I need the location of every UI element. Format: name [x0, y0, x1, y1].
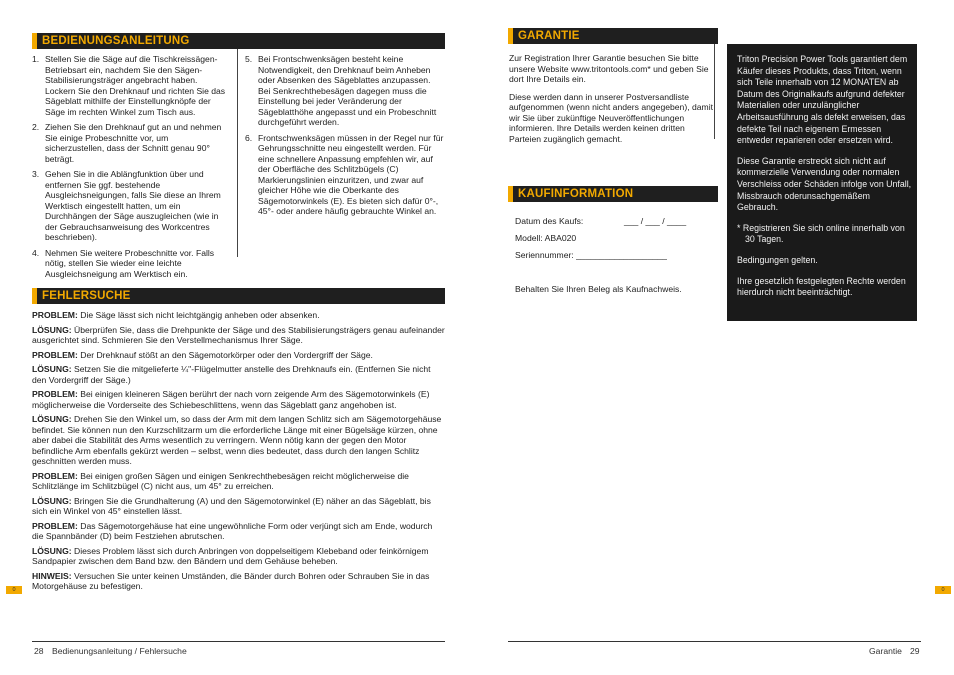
entry-text: Drehen Sie den Winkel um, so dass der Arm mit dem langen Schlitz sich am Sägemotorgehäuse befindet. Sie können nun den Kurzschlitzarm um die erforderliche Länge mit einer Bügelsäge kürzen, ohne aber dabei die Stabilität des Arms wesentlich zu verringern. Wenn nötig kann der gegen den Motor befindliche Arm ebenfalls gekürzt werden – selbst, wenn dies bedeutet, dass durch den langen Schlitz geschnitten werden muss.: [32, 414, 442, 466]
field-seriennummer: [515, 250, 715, 267]
troubleshooting-entry: [32, 496, 445, 517]
entry-label: LÖSUNG:: [32, 414, 72, 424]
troubleshooting-list: [32, 310, 445, 596]
step-text: Frontschwenksägen müssen in der Regel nur für Gehrungsschnitte neu eingestellt werden. Für eine schnellere Anpassung empfehlen wir, auf der Oberfläche des Schlitzbügels (C) Markierungslinien einzuritzen, und zwar auf gleicher Höhe wie die Oberkante des Sägemotorwinkels (E). Es bieten sich dafür 0°-, 45°- oder andere häufig gebrauchte Winkel an.: [258, 132, 444, 216]
entry-label: LÖSUNG:: [32, 545, 72, 556]
step-number: 5.: [245, 54, 253, 64]
garantie-paragraph: Zur Registration Ihrer Garantie besuchen Sie bitte unsere Website www.tritontools.com* und geben Sie dort Ihre Details ein.: [509, 53, 709, 84]
entry-label: HINWEIS:: [32, 570, 72, 581]
warranty-box: [727, 44, 917, 321]
kauf-note: Behalten Sie Ihren Beleg als Kaufnachweis.: [515, 284, 682, 294]
entry-label: LÖSUNG:: [32, 364, 72, 374]
entry-text: Setzen Sie die mitgelieferte ¼"-Flügelmutter anstelle des Drehknaufs ein. (Entfernen Sie nicht den Vordergriff der Säge.): [32, 364, 431, 385]
garantie-paragraph: Diese werden dann in unserer Postversandliste aufgenommen (wenn nicht anders angegeben), damit wir Sie über zukünftige Neuveröffentlichungen informieren. Ihre Details werden keinen dritten Parteien zugänglich gemacht.: [509, 91, 713, 144]
section-header-bedienungsanleitung: [32, 33, 445, 49]
entry-label: PROBLEM:: [32, 310, 78, 320]
troubleshooting-entry: [32, 364, 445, 385]
warranty-paragraph: Triton Precision Power Tools garantiert dem Käufer dieses Produkts, dass Triton, wenn sich Teile innerhalb von 12 MONATEN ab Datum des Originalkaufs aufgrund defekter Materialien oder unzulänglicher Arbeitsausführung als defekt erweisen, das defekte Teil nach eigenem Ermessen entweder reparieren oder ersetzen wird.: [737, 54, 908, 146]
page-number-left: 28: [34, 646, 44, 656]
field-datum: [515, 216, 715, 233]
step-number: 3.: [32, 169, 40, 179]
instruction-step: [32, 54, 227, 117]
entry-label: LÖSUNG:: [32, 324, 72, 335]
steps-column-2: [245, 54, 445, 222]
entry-text: Bei einigen großen Sägen und einigen Senkrechthebesägen reicht möglicherweise die Schlitzlänge im Schlitzbügel (C) nicht aus, um 45° zu erreichen.: [32, 470, 409, 491]
entry-text: Der Drehknauf stößt an den Sägemotorkörper oder den Vordergriff der Säge.: [80, 349, 373, 360]
troubleshooting-entry: [32, 471, 445, 492]
step-text: Ziehen Sie den Drehknauf gut an und nehmen Sie einige Probeschnitte vor, um sicherzustellen, dass der Schnitt genau 90° beträgt.: [45, 122, 222, 164]
troubleshooting-entry: [32, 546, 445, 567]
entry-text: Bringen Sie die Grundhalterung (A) und den Sägemotorwinkel (E) näher an das Sägeblatt, bis sich ein Winkel von 45° einstellen lässt.: [32, 495, 431, 516]
section-title: KAUFINFORMATION: [518, 188, 634, 200]
entry-text: Dieses Problem lässt sich durch Anbringen von doppelseitigem Klebeband oder feinkörnigem Sandpapier zwischen dem Band bzw. den Bändern und dem Gehäuse beheben.: [32, 545, 429, 566]
section-header-fehlersuche: [32, 288, 445, 304]
entry-label: PROBLEM:: [32, 349, 78, 360]
entry-text: Bei einigen kleineren Sägen berührt der nach vorn zeigende Arm des Sägemotorwinkels (E) möglicherweise die Vorderseite des Schiebeschlittens, wenn das Sägeblatt ganz angehoben ist.: [32, 389, 430, 410]
header-accent: [508, 186, 513, 202]
field-label: Modell:: [515, 233, 543, 243]
warranty-paragraph: Ihre gesetzlich festgelegten Rechte werden hierdurch nicht beeinträchtigt.: [737, 275, 906, 298]
section-title: BEDIENUNGSANLEITUNG: [42, 35, 190, 47]
troubleshooting-entry: [32, 389, 445, 410]
troubleshooting-entry: [32, 571, 445, 592]
column-divider: [714, 44, 715, 139]
troubleshooting-entry: [32, 414, 445, 467]
step-text: Bei Frontschwenksägen besteht keine Notwendigkeit, den Drehknauf beim Anheben oder Absenken des Sägeblattes anzupassen. Bei Senkrechthebesägen dagegen muss die Einstellung bei jeder Veränderung der Sägeblatthöhe angepasst und ein Probeschnitt durchgeführt werden.: [258, 54, 437, 127]
step-text: Gehen Sie in die Ablängfunktion über und entfernen Sie ggf. bestehende Ausgleichsneigungen, falls Sie diese an Ihrem Werktisch eingestellt hatten, um ein Durchhängen der Säge auszugleichen (wie in der Gebrauchsanweisung des Workcentres beschrieben).: [45, 169, 221, 242]
warranty-paragraph: * Registrieren Sie sich online innerhalb von 30 Tagen.: [737, 222, 905, 245]
instruction-step: [32, 248, 227, 280]
step-text: Stellen Sie die Säge auf die Tischkreissägen-Betriebsart ein, nachdem Sie den Sägen-Stabilisierungsträger angebracht haben. Lockern Sie den Drehknauf und richten Sie das Sägeblatt mithilfe der Einstellungknöpfe der Säge im rechten Winkel zum Tisch aus.: [45, 54, 226, 117]
entry-text: Versuchen Sie unter keinen Umständen, die Bänder durch Bohren oder Schrauben Sie in das Motorgehäuse zu befestigen.: [32, 570, 430, 591]
field-value[interactable]: ___________________: [576, 250, 667, 260]
footer-rule: [508, 641, 921, 642]
field-label: Seriennummer:: [515, 250, 574, 260]
steps-column-1: [32, 54, 227, 284]
field-value: ABA020: [544, 233, 577, 243]
instruction-step: [245, 54, 445, 128]
section-header-kaufinformation: [508, 186, 718, 202]
step-number: 4.: [32, 247, 40, 258]
footer-right: Garantie: [869, 646, 902, 656]
field-value[interactable]: ___ / ___ / ____: [624, 216, 687, 226]
field-modell: [515, 233, 715, 250]
entry-label: PROBLEM:: [32, 389, 78, 399]
troubleshooting-entry: [32, 521, 445, 542]
step-number: 6.: [245, 132, 253, 143]
entry-label: LÖSUNG:: [32, 495, 72, 506]
footer-rule: [32, 641, 445, 642]
entry-text: Das Sägemotorgehäuse hat eine ungewöhnliche Form oder verjüngt sich am Ende, wodurch die Spannbänder (D) beim Festziehen abrutschen.: [32, 520, 433, 541]
warranty-paragraph: Bedingungen gelten.: [737, 254, 818, 265]
entry-text: Die Säge lässt sich nicht leichtgängig anheben oder absenken.: [80, 310, 320, 320]
troubleshooting-entry: [32, 350, 445, 361]
troubleshooting-entry: [32, 325, 445, 346]
step-number: 2.: [32, 122, 40, 132]
section-title: FEHLERSUCHE: [42, 290, 131, 302]
entry-text: Überprüfen Sie, dass die Drehpunkte der Säge und des Stabilisierungsträgers genau aufeinander ausgerichtet sind. Schmieren Sie den Verstellmechanismus Ihrer Säge.: [32, 324, 445, 345]
instruction-step: [32, 122, 227, 164]
step-text: Nehmen Sie weitere Probeschnitte vor. Falls nötig, stellen Sie wieder eine leichte Ausgleichsneigung am Werktisch ein.: [45, 247, 215, 279]
instruction-step: [32, 169, 227, 243]
column-divider: [237, 49, 238, 257]
section-title: GARANTIE: [518, 30, 580, 42]
instruction-step: [245, 133, 445, 217]
step-number: 1.: [32, 54, 40, 64]
troubleshooting-entry: [32, 310, 445, 321]
entry-label: PROBLEM:: [32, 520, 78, 531]
warranty-paragraph: Diese Garantie erstreckt sich nicht auf kommerzielle Verwendung oder normalen Verschleiss oder Schäden infolge von Unfall, Missbrauch oderunsachgemäßem Gebrauch.: [737, 155, 912, 213]
footer-left: Bedienungsanleitung / Fehlersuche: [52, 646, 187, 656]
field-label: Datum des Kaufs:: [515, 216, 584, 226]
garantie-text: [509, 53, 714, 151]
header-accent: [508, 28, 513, 44]
kauf-fields: [515, 216, 715, 267]
page-tab-right: 0: [935, 586, 951, 594]
entry-label: PROBLEM:: [32, 470, 78, 481]
section-header-garantie: [508, 28, 718, 44]
page-number-right: 29: [910, 646, 920, 656]
page-tab-left: 0: [6, 586, 22, 594]
header-accent: [32, 288, 37, 304]
header-accent: [32, 33, 37, 49]
